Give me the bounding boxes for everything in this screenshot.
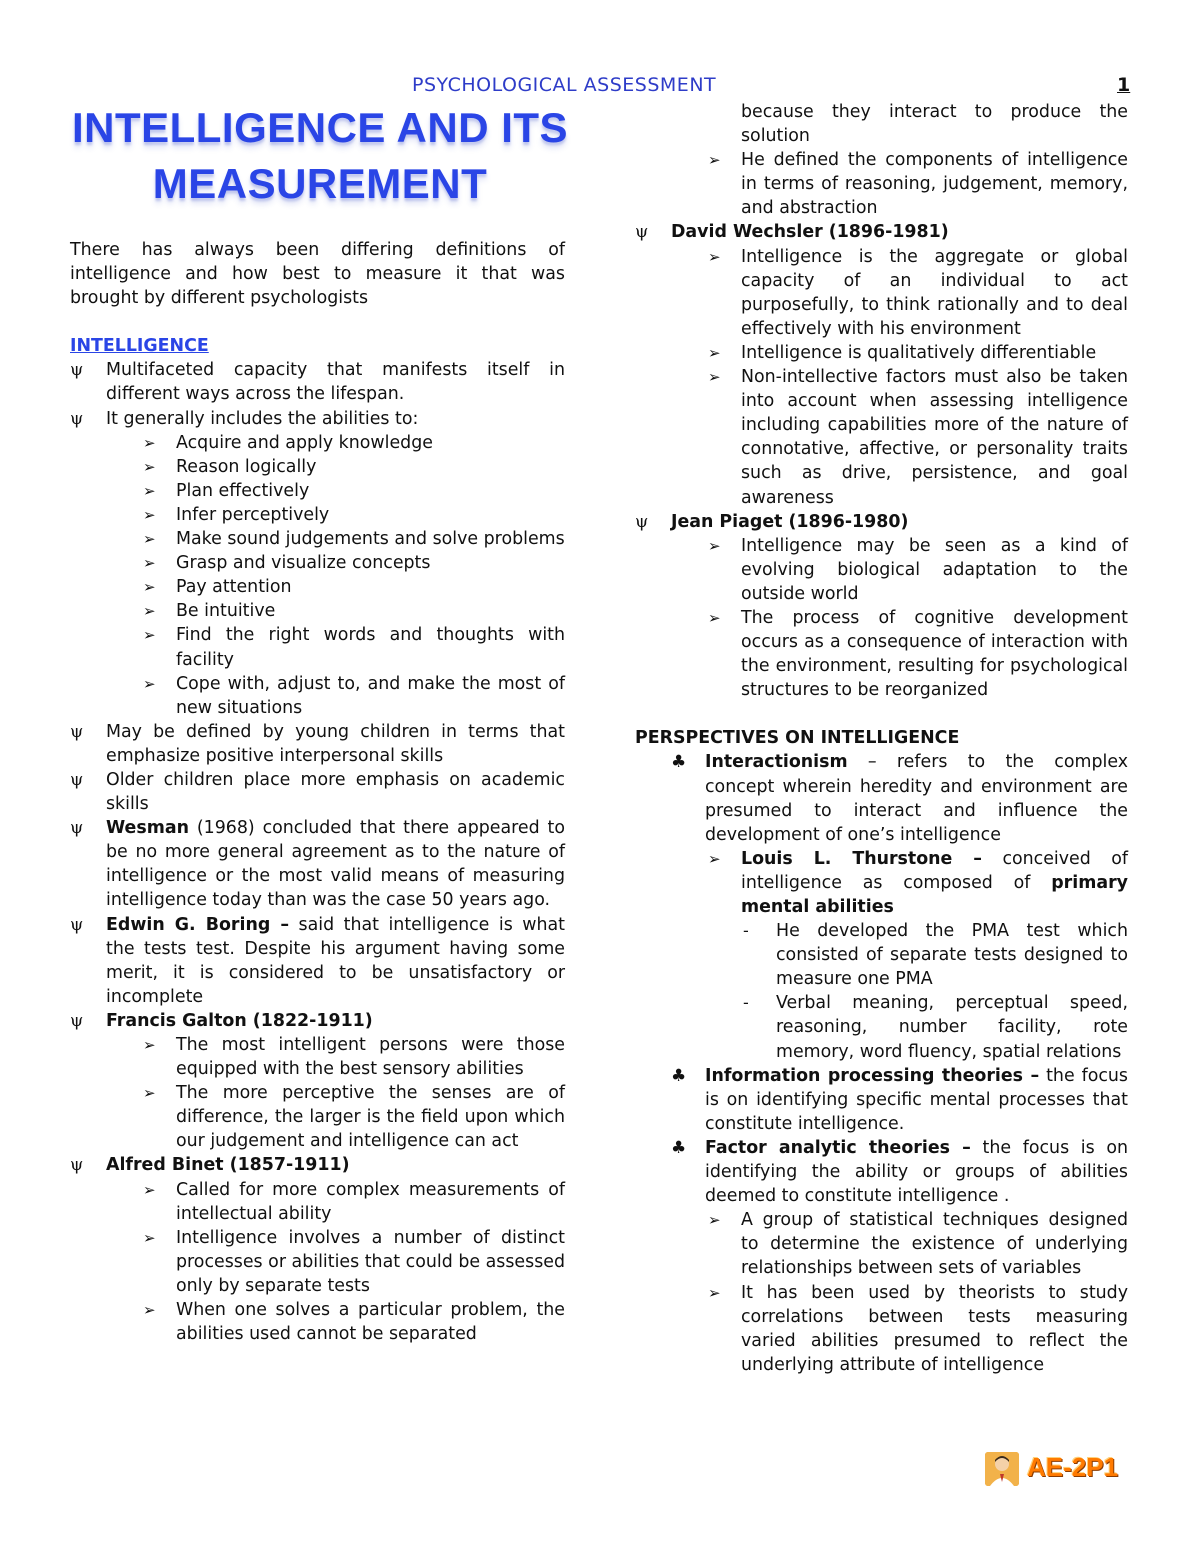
intro-paragraph: There has always been differing definitions of intelligence and how best to measure it that was brought by different psychologists [70,240,565,309]
person-name: Francis Galton (1822-1911) [106,1010,373,1031]
sub-item: ➢ When one solves a particular problem, the abilities used cannot be separated [143,1300,565,1345]
document-title [70,100,570,212]
arrow-bullet-icon: ➢ [708,1283,721,1302]
arrow-bullet-icon: ➢ [143,1036,156,1054]
sub-item: ➢ Non-intellective factors must also be taken into account when assessing intelligence including capabilities more of the nature of connotative, affective, or personality traits such as drive, persistence, and goal awareness [708,367,1128,508]
sub-item: ➢ He defined the components of intelligence in terms of reasoning, judgement, memory, and abstraction [708,150,1128,219]
arrow-bullet-icon: ➢ [143,433,156,452]
psi-bullet-icon: ψ [635,222,649,243]
arrow-bullet-icon: ➢ [143,1084,156,1103]
person-name: David Wechsler (1896-1981) [671,222,949,243]
perspective-item: ♣ Information processing theories – the focus is on identifying specific mental processes that constitute intelligence. [671,1065,1128,1134]
document-title-line-2: MEASUREMENT [152,160,488,207]
arrow-bullet-icon: ➢ [708,247,721,266]
sub-item: ➢ Intelligence is qualitatively differentiable [635,341,1128,365]
psi-bullet-icon: ψ [70,721,84,742]
ability-item: ➢ Find the right words and thoughts with facility [143,625,565,670]
arrow-bullet-icon: ➢ [708,536,721,555]
page-number: 1 [1117,74,1131,96]
psi-bullet-icon: ψ [70,1010,84,1031]
arrow-bullet-icon: ➢ [143,554,156,573]
sub-item: ➢ It has been used by theorists to study correlations between tests measuring varied abilities presumed to reflect the underlying attribute of intelligence [708,1282,1128,1375]
psi-bullet-icon: ψ [70,408,84,429]
sub-item: ➢ Intelligence may be seen as a kind of evolving biological adaptation to the outside world [708,535,1128,604]
arrow-bullet-icon: ➢ [708,343,721,362]
person-name: Wesman [106,818,189,839]
arrow-bullet-icon: ➢ [708,608,721,627]
list-item: ψ It generally includes the abilities to: [70,407,565,431]
club-bullet-icon: ♣ [671,1137,687,1158]
ability-item: ➢ Be intuitive [70,599,565,623]
sub-item: ➢ Louis L. Thurstone – conceived of intelligence as composed of primary mental abilities [708,848,1128,917]
arrow-bullet-icon: ➢ [143,626,156,645]
ability-item: ➢ Acquire and apply knowledge [70,431,565,455]
club-bullet-icon: ♣ [671,1065,687,1086]
psi-bullet-icon: ψ [70,1155,84,1176]
arrow-bullet-icon: ➢ [143,481,156,500]
person-name: Louis L. Thurstone – [741,848,982,869]
left-column [70,238,565,1346]
arrow-bullet-icon: ➢ [708,368,721,387]
perspective-name: Information processing theories – [705,1065,1040,1086]
person-name: Alfred Binet (1857-1911) [106,1155,350,1176]
perspective-item: ♣ Factor analytic theories – the focus is on identifying the ability or groups of abilities deemed to constitute intelligence . [671,1137,1128,1207]
arrow-bullet-icon: ➢ [143,674,156,693]
arrow-bullet-icon: ➢ [143,1180,156,1199]
list-item: ψ May be defined by young children in terms that emphasize positive interpersonal skills [70,721,565,766]
avatar [985,1452,1019,1486]
sub-item: ➢ The most intelligent persons were those equipped with the best sensory abilities [143,1035,565,1080]
section-heading-perspectives: PERSPECTIVES ON INTELLIGENCE [635,728,960,749]
arrow-bullet-icon: ➢ [708,1211,721,1230]
dash-item: - Verbal meaning, perceptual speed, reasoning, number facility, rote memory, word fluency, spatial relations [743,993,1128,1062]
perspective-item: ♣ Interactionism – refers to the complex concept wherein heredity and environment are presumed to interact and influence the development of one’s intelligence [671,752,1128,845]
sub-item: ➢ The more perceptive the senses are of difference, the larger is the field upon which our judgement and intelligence can act [143,1083,565,1152]
arrow-bullet-icon: ➢ [143,578,156,597]
arrow-bullet-icon: ➢ [143,1301,156,1320]
list-item: ψ Edwin G. Boring – said that intelligence is what the tests test. Despite his argument having some merit, it is considered to be unsatisfactory or incomplete [70,914,566,1007]
list-item [635,220,1128,244]
person-name: Edwin G. Boring – [106,914,290,935]
person-name: Jean Piaget (1896-1980) [671,511,909,532]
arrow-bullet-icon: ➢ [143,505,156,524]
arrow-bullet-icon: ➢ [708,151,721,170]
sub-item: ➢ A group of statistical techniques designed to determine the existence of underlying relationships between sets of variables [708,1210,1128,1279]
ability-item: ➢ Pay attention [70,575,565,599]
section-heading-intelligence: INTELLIGENCE [70,336,209,357]
list-item: ψ Older children place more emphasis on academic skills [70,769,565,815]
sub-item: ➢ Intelligence is the aggregate or global capacity of an individual to act purposefully, to think rationally and to deal effectively with his environment [708,246,1128,339]
dash-bullet-icon: - [743,921,749,941]
arrow-bullet-icon: ➢ [143,530,156,549]
ability-item: ➢ Plan effectively [70,479,565,503]
continued-text: because they interact to produce the solution [741,102,1128,147]
perspective-name: Interactionism [705,752,848,773]
arrow-bullet-icon: ➢ [143,602,156,621]
psi-bullet-icon: ψ [70,818,84,839]
dash-bullet-icon: - [743,993,749,1013]
document-title-line-1: INTELLIGENCE AND ITS [71,104,569,151]
list-item [635,510,1128,534]
psi-bullet-icon: ψ [70,914,84,935]
list-item [70,1009,565,1033]
sub-item: ➢ Called for more complex measurements of intellectual ability [143,1179,565,1224]
psi-bullet-icon: ψ [635,511,649,532]
list-item [70,1153,565,1177]
ability-item: ➢ Make sound judgements and solve problems [70,527,565,551]
arrow-bullet-icon: ➢ [708,849,721,868]
ability-item: ➢ Reason logically [70,455,565,479]
brand-label: AE-2P1 [1027,1452,1119,1482]
sub-item: ➢ Intelligence involves a number of distinct processes or abilities that could be assessed only by separate tests [143,1227,565,1296]
arrow-bullet-icon: ➢ [143,457,156,476]
perspective-name: Factor analytic theories – [705,1137,971,1158]
ability-item: ➢ Cope with, adjust to, and make the most of new situations [143,673,565,718]
ability-item: ➢ Grasp and visualize concepts [70,551,565,575]
brand-logo [985,1452,1135,1488]
ability-item: ➢ Infer perceptively [70,503,565,527]
sub-item: ➢ The process of cognitive development occurs as a consequence of interaction with the environment, resulting for psychological structures to be reorganized [708,607,1128,701]
list-item: ψ Wesman (1968) concluded that there appeared to be no more general agreement as to the nature of intelligence or the most valid means of measuring intelligence today than was the case 50 years ago. [70,818,565,911]
dash-item: - He developed the PMA test which consisted of separate tests designed to measure one PMA [743,921,1128,990]
right-column [635,100,1128,1377]
psi-bullet-icon: ψ [70,769,84,790]
club-bullet-icon: ♣ [671,752,687,773]
psi-bullet-icon: ψ [70,360,84,381]
arrow-bullet-icon: ➢ [143,1228,156,1247]
list-item: ψ Multifaceted capacity that manifests itself in different ways across the lifespan. [70,360,565,405]
header-title: PSYCHOLOGICAL ASSESSMENT [412,74,717,96]
